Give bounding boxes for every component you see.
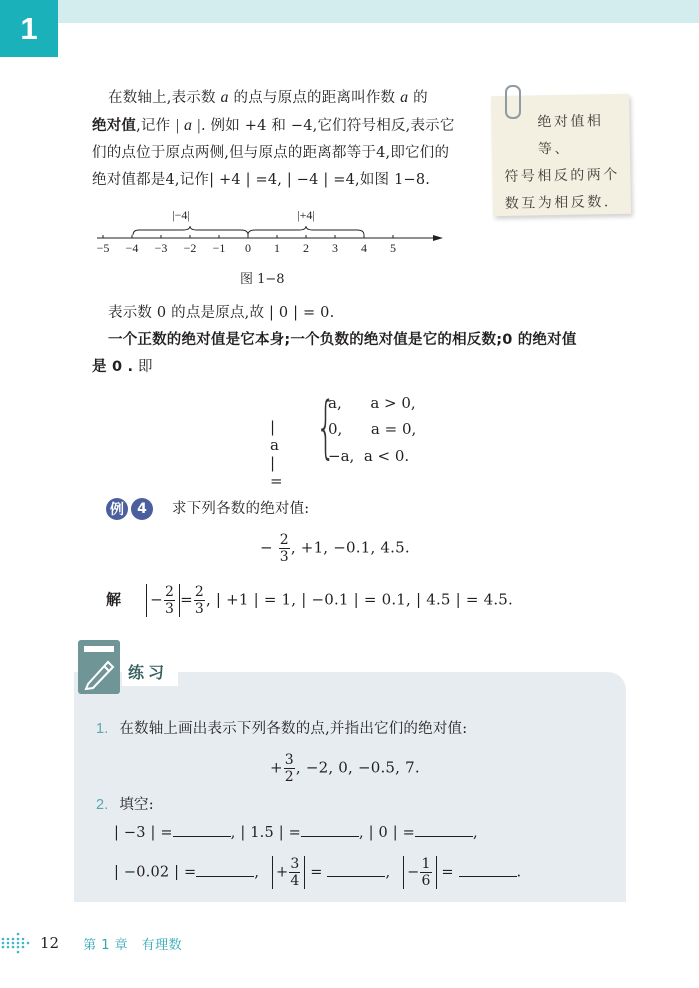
case-row: a, a > 0,	[328, 394, 416, 412]
text: ,	[472, 825, 478, 841]
dot-arrow-icon	[0, 930, 36, 956]
fraction	[284, 752, 295, 785]
denominator: 3	[279, 549, 289, 565]
question-number: 1.	[96, 721, 109, 737]
text: . 例如 +4 和 −4,它们符号相反,表示它	[200, 118, 455, 134]
text: | −3 | =	[114, 825, 173, 841]
text: 即	[133, 359, 153, 375]
svg-text:−3: −3	[154, 241, 168, 255]
practice-q1	[96, 716, 467, 743]
practice-q1-values	[270, 752, 420, 785]
numerator: 3	[290, 856, 300, 872]
denominator: 2	[284, 769, 294, 785]
numerator: 2	[164, 584, 175, 600]
svg-text:−5: −5	[96, 241, 110, 255]
page-number: 12	[40, 934, 60, 952]
text: 填空:	[119, 797, 154, 813]
pencil-book-icon	[78, 640, 120, 694]
denominator: 3	[164, 601, 175, 617]
denominator: 6	[421, 873, 431, 889]
svg-text:5: 5	[390, 241, 396, 255]
paperclip-icon	[505, 85, 521, 119]
text: +	[270, 758, 283, 777]
practice-q2-row2: | −0.02 | = , + $\frac{3}{4}$ = , − $\frac{1}{6}$ = .	[114, 856, 522, 889]
text: −	[260, 538, 273, 557]
figure-caption: 图 1−8	[240, 272, 285, 287]
abs-a: | a |	[175, 117, 201, 134]
var-a: a	[220, 89, 229, 106]
text: =	[180, 590, 193, 609]
practice-q2-row1	[114, 820, 478, 847]
numerator: 2	[194, 584, 204, 600]
denominator: 3	[194, 601, 204, 617]
svg-text:−4: −4	[125, 241, 139, 255]
svg-text:0: 0	[245, 241, 251, 255]
blank-field[interactable]	[327, 862, 385, 877]
text: ,记作	[136, 118, 171, 134]
var-a: a	[400, 89, 409, 106]
text: , −2, 0, −0.5, 7.	[295, 758, 420, 777]
term-absolute-value: 绝对值	[92, 118, 137, 134]
numerator: 2	[279, 532, 289, 548]
case-row: −a, a < 0.	[328, 447, 410, 465]
left-brace: {	[316, 388, 336, 467]
note-line: 绝对值相等、	[537, 113, 604, 158]
blank-field[interactable]	[196, 862, 254, 877]
fraction	[164, 584, 175, 617]
svg-text:−2: −2	[183, 241, 197, 255]
text: 是 0 .	[92, 359, 134, 375]
svg-text:−1: −1	[212, 241, 226, 255]
practice-q2	[96, 792, 154, 819]
svg-text:|−4|: |−4|	[172, 208, 190, 222]
text: 在数轴上,表示数	[108, 90, 216, 106]
rule-line-1: 一个正数的绝对值是它本身;一个负数的绝对值是它的相反数;0 的绝对值	[108, 332, 577, 348]
abs-fraction	[403, 856, 436, 889]
header-band	[58, 0, 699, 23]
chapter-reference: 第 1 章 有理数	[83, 937, 183, 953]
text: 的	[413, 90, 428, 106]
text: , +1, −0.1, 4.5.	[290, 538, 410, 557]
svg-text:2: 2	[303, 241, 309, 255]
abs-fraction	[146, 584, 180, 617]
blank-field[interactable]	[415, 822, 473, 837]
text: | −0.02 | =	[114, 864, 197, 881]
number-line-figure	[95, 205, 445, 257]
numerator: 3	[284, 752, 294, 768]
zero-line: 表示数 0 的点是原点,故 | 0 | = 0.	[108, 305, 335, 321]
text: 绝对值都是4,记作| +4 | =4, | −4 | =4,如图 1−8.	[92, 172, 431, 188]
fraction	[420, 856, 431, 889]
text: 的点与原点的距离叫作数	[233, 90, 396, 106]
intro-paragraph	[92, 84, 480, 194]
example-number-badge: 4	[131, 498, 153, 520]
solution-label: 解	[106, 590, 122, 609]
text: −	[407, 864, 420, 881]
blank-field[interactable]	[301, 822, 359, 837]
cases-lhs: | a | =	[270, 418, 283, 490]
text: 在数轴上画出表示下列各数的点,并指出它们的绝对值:	[119, 721, 468, 737]
text: +	[276, 864, 289, 881]
text: , | 1.5 | =	[230, 825, 301, 841]
case-row: 0, a = 0,	[328, 420, 417, 438]
note-line: 符号相反的两个	[504, 166, 620, 185]
question-number: 2.	[96, 797, 109, 813]
denominator: 4	[290, 873, 300, 889]
numerator: 1	[421, 856, 431, 872]
svg-text:1: 1	[274, 241, 280, 255]
note-line: 数互为相反数.	[504, 194, 611, 212]
rule-line-2	[92, 354, 153, 381]
svg-text:4: 4	[361, 241, 367, 255]
page-footer	[0, 930, 182, 956]
example-badge: 例	[106, 498, 128, 520]
practice-title: 练习	[122, 660, 178, 686]
chapter-tab: 1	[0, 0, 58, 57]
svg-text:3: 3	[332, 241, 338, 255]
fraction	[279, 532, 290, 565]
fraction	[194, 584, 205, 617]
blank-field[interactable]	[459, 862, 517, 877]
text: 们的点位于原点两侧,但与原点的距离都等于4,即它们的	[92, 145, 450, 161]
text: , | +1 | = 1, | −0.1 | = 0.1, | 4.5 | = 4.5.	[205, 590, 514, 609]
text: , | 0 | =	[358, 825, 415, 841]
blank-field[interactable]	[173, 822, 231, 837]
fraction	[289, 856, 300, 889]
abs-fraction	[272, 856, 305, 889]
example-prompt: 求下列各数的绝对值:	[172, 501, 310, 517]
text: −	[150, 590, 163, 609]
svg-text:|+4|: |+4|	[297, 208, 315, 222]
example-given	[260, 532, 410, 565]
example-solution	[106, 584, 513, 617]
